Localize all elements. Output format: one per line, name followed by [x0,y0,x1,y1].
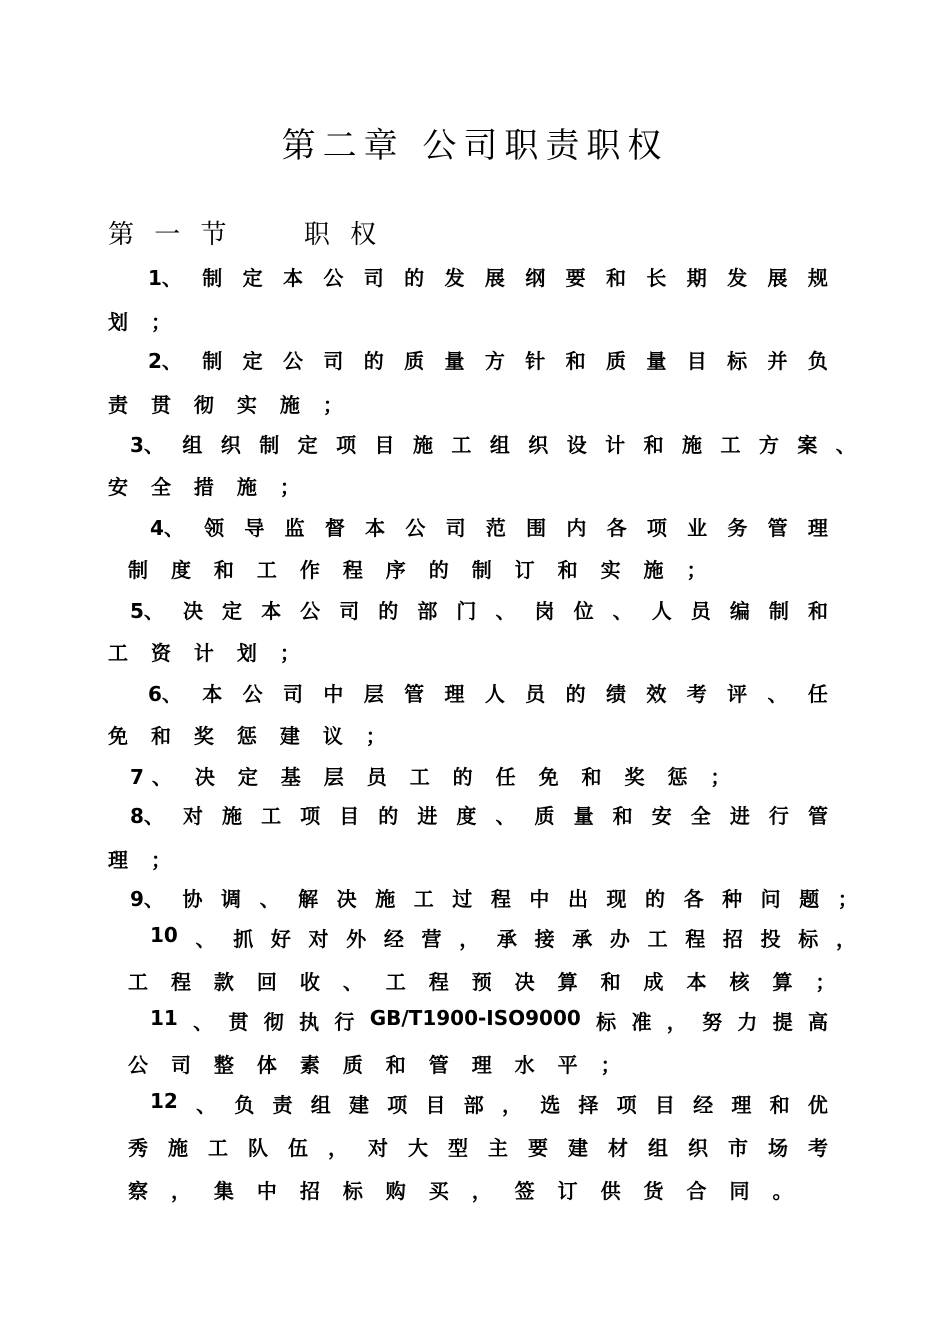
list-line: 公 司 整 体 素 质 和 管 理 水 平 ； [128,1053,629,1077]
list-line: 12 、 负 责 组 建 项 目 部 ， 选 择 项 目 经 理 和 优 [150,1089,828,1117]
list-line: 安 全 措 施 ； [108,475,308,499]
list-line: 划 ； [108,310,179,334]
list-line: 察 ， 集 中 招 标 购 买 ， 签 订 供 货 合 同 。 [128,1179,801,1203]
list-line: 5、 决 定 本 公 司 的 部 门 、 岗 位 、 人 员 编 制 和 [130,599,828,623]
list-line: 免 和 奖 惩 建 议 ； [108,724,394,748]
list-line: 8、 对 施 工 项 目 的 进 度 、 质 量 和 安 全 进 行 管 [130,804,828,828]
list-line: 责 贯 彻 实 施 ； [108,393,351,417]
list-line: 秀 施 工 队 伍 ， 对 大 型 主 要 建 材 组 织 市 场 考 [128,1136,828,1160]
list-line: 4、 领 导 监 督 本 公 司 范 围 内 各 项 业 务 管 理 [150,516,828,540]
list-line: 6、 本 公 司 中 层 管 理 人 员 的 绩 效 考 评 、 任 [148,682,828,706]
chapter-title: 第二章 公司职责职权 [281,126,669,166]
list-line: 工 程 款 回 收 、 工 程 预 决 算 和 成 本 核 算 ； [128,970,844,994]
list-line: 10 、 抓 好 对 外 经 营 ， 承 接 承 办 工 程 招 投 标 ， [150,923,856,951]
list-line: 1、 制 定 本 公 司 的 发 展 纲 要 和 长 期 发 展 规 [148,266,828,290]
list-line: 2、 制 定 公 司 的 质 量 方 针 和 质 量 目 标 并 负 [148,349,828,373]
list-line: 工 资 计 划 ； [108,641,308,665]
list-line: 9、 协 调 、 解 决 施 工 过 程 中 出 现 的 各 种 问 题 ； [130,887,858,911]
list-line: 7、 决 定 基 层 员 工 的 任 免 和 奖 惩 ； [130,765,739,789]
section-heading: 第 一 节 职 权 [108,220,383,250]
list-line: 11 、 贯 彻 执 行 GB/T1900-ISO9000 标 准 ， 努 力 提 高 [150,1006,828,1034]
list-line: 制 度 和 工 作 程 序 的 制 订 和 实 施 ； [128,558,715,582]
list-line: 理 ； [108,848,179,872]
list-line: 3、 组 织 制 定 项 目 施 工 组 织 设 计 和 施 工 方 案 、 [130,433,856,457]
